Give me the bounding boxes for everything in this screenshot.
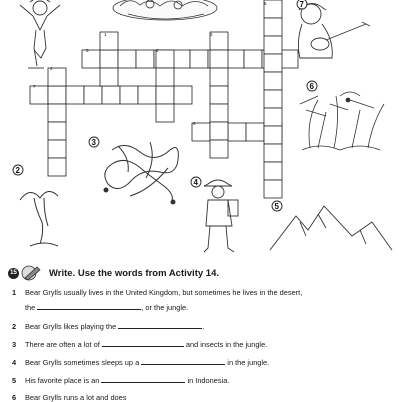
crossword-cell[interactable] — [136, 50, 154, 68]
crossword-cell[interactable] — [48, 122, 66, 140]
picture-label-6: 6 — [309, 82, 314, 91]
picture-label-2: 2 — [15, 166, 20, 175]
answer-blank-1[interactable] — [37, 302, 141, 310]
crossword-cell[interactable] — [210, 86, 228, 104]
crossword-cell[interactable] — [264, 180, 282, 198]
picture-label-3: 3 — [91, 138, 96, 147]
yoga-girl-illustration — [20, 0, 60, 68]
crossword-cell[interactable] — [226, 50, 244, 68]
explorer-illustration — [204, 180, 238, 252]
sentence-6: 6 Bear Grylls runs a lot and does — [12, 393, 127, 402]
guitar-boy-illustration — [298, 3, 370, 58]
sentence-3: 3 There are often a lot of and insects in the jungle. — [12, 340, 268, 349]
crossword-cell[interactable] — [246, 123, 264, 141]
crossword-cell[interactable] — [100, 32, 118, 50]
crossword-cell[interactable] — [210, 104, 228, 122]
crossword-cell[interactable] — [264, 18, 282, 36]
clue-number-6: 6 — [264, 1, 267, 6]
jungle-pool-illustration — [113, 0, 217, 20]
crossword-cell[interactable] — [66, 86, 84, 104]
crossword-cell[interactable] — [120, 86, 138, 104]
crossword-cell[interactable] — [190, 50, 208, 68]
crossword-cell[interactable] — [82, 50, 100, 68]
crossword-cell[interactable] — [138, 86, 156, 104]
crossword-cell[interactable] — [210, 32, 228, 50]
clue-number-3: 3 — [210, 32, 213, 37]
crossword-cell[interactable] — [264, 54, 282, 72]
crossword-cell[interactable] — [48, 86, 66, 104]
answer-blank-2[interactable] — [118, 321, 202, 329]
sentence-2: 2 Bear Grylls likes playing the . — [12, 322, 205, 331]
activity-header — [8, 263, 219, 283]
crossword-cell[interactable] — [264, 108, 282, 126]
clue-number-5: 5 — [86, 48, 89, 53]
crossword-cell[interactable] — [172, 50, 190, 68]
picture-label-7: 7 — [299, 0, 304, 9]
clue-number-4: 4 — [50, 66, 53, 71]
crossword-cell[interactable] — [264, 0, 282, 18]
crossword-cell[interactable] — [264, 162, 282, 180]
clue-number-1: 1 — [104, 32, 107, 37]
crossword-cell[interactable] — [102, 86, 120, 104]
crossword-cell[interactable] — [210, 140, 228, 158]
pencil-icon — [21, 265, 43, 281]
crossword-grid — [30, 0, 298, 198]
activity-instruction: Write. Use the words from Activity 14. — [49, 267, 219, 279]
crossword-cell[interactable] — [264, 126, 282, 144]
clue-number-2: 2 — [156, 48, 159, 53]
crossword-cell[interactable] — [48, 158, 66, 176]
crossword-cell[interactable] — [156, 86, 174, 104]
sentence-4: 4 Bear Grylls sometimes sleeps up a in the jungle. — [12, 358, 270, 367]
sentence-5: 5 His favorite place is an in Indonesia. — [12, 376, 230, 385]
clue-number-7: 7 — [33, 84, 36, 89]
crossword-cell[interactable] — [156, 68, 174, 86]
crossword-cell[interactable] — [156, 104, 174, 122]
crossword-cell[interactable] — [264, 72, 282, 90]
answer-blank-3[interactable] — [102, 339, 184, 347]
crossword-cell[interactable] — [48, 140, 66, 158]
crossword-cell[interactable] — [244, 50, 262, 68]
crossword-cell[interactable] — [156, 50, 174, 68]
crossword-cell[interactable] — [174, 86, 192, 104]
crossword-cell[interactable] — [210, 122, 228, 140]
sentence-1-line-1: 1 Bear Grylls usually lives in the United Kingdom, but sometimes he lives in the desert, — [12, 288, 303, 297]
crossword-cell[interactable] — [118, 50, 136, 68]
answer-blank-4[interactable] — [141, 357, 225, 365]
answer-blank-5[interactable] — [101, 375, 185, 383]
mountains-illustration — [270, 206, 392, 250]
sentence-1-line-2: the , or the jungle. — [25, 303, 189, 312]
activity-number-badge: 15 — [8, 268, 19, 279]
crossword-cell[interactable] — [84, 86, 102, 104]
crossword-cell[interactable] — [48, 104, 66, 122]
picture-label-4: 4 — [193, 178, 198, 187]
crossword-cell[interactable] — [264, 144, 282, 162]
crossword-cell[interactable] — [100, 50, 118, 68]
jungle-plants-illustration — [300, 92, 384, 150]
crossword-cell[interactable] — [280, 50, 298, 68]
crossword-cell[interactable] — [100, 68, 118, 86]
crossword-cell[interactable] — [210, 68, 228, 86]
crossword-cell[interactable] — [210, 50, 228, 68]
tree-illustration — [20, 191, 58, 246]
crossword-cell[interactable] — [228, 123, 246, 141]
clue-number-8: 8 — [193, 121, 196, 126]
crossword-cell[interactable] — [264, 90, 282, 108]
snakes-illustration — [104, 142, 178, 204]
crossword-cell[interactable] — [264, 36, 282, 54]
picture-label-5: 5 — [274, 202, 279, 211]
